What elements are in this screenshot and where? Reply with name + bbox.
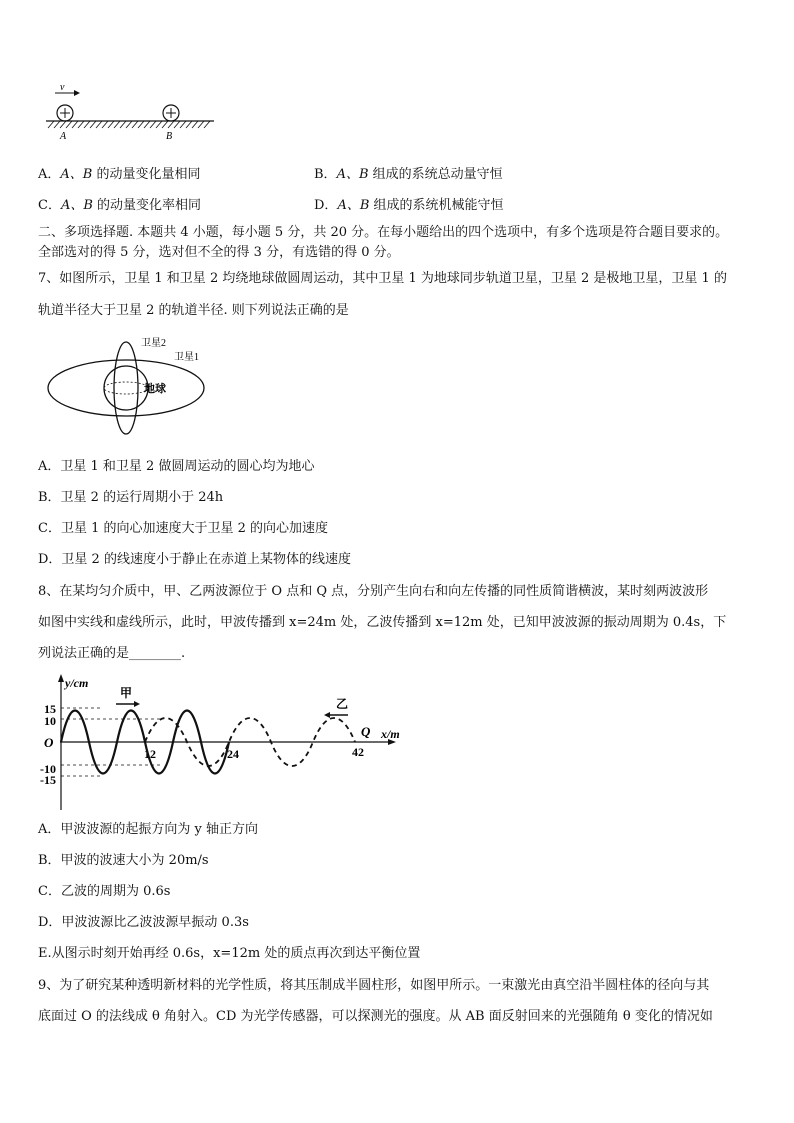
q8-option-e: E.从图示时刻开始再经 0.6s，x=12m 处的质点再次到达平衡位置	[38, 946, 421, 961]
origin-label: O	[44, 735, 54, 750]
section-instructions-cont: 全部选对的得 5 分，选对但不全的得 3 分，有选错的得 0 分。	[38, 245, 400, 260]
y-tick-10: 10	[44, 714, 56, 728]
q7-option-d: D．卫星 2 的线速度小于静止在赤道上某物体的线速度	[38, 552, 351, 567]
earth	[104, 366, 148, 410]
wave-b-label: 乙	[336, 697, 349, 711]
q6-option-c: C．A、B 的动量变化率相同	[38, 198, 202, 213]
q8-stem-cont2: 列说法正确的是________.	[38, 646, 186, 661]
y-axis-label: y/cm	[65, 676, 89, 690]
y-tick-15: 15	[44, 702, 56, 716]
q8-stem: 8、在某均匀介质中，甲、乙两波源位于 O 点和 Q 点，分别产生向右和向左传播的同性质简谐横波，某时刻两波波形	[38, 584, 709, 599]
q6-option-d: D．A、B 组成的系统机械能守恒	[314, 198, 504, 213]
velocity-label: v	[60, 82, 65, 93]
y-tick-neg15: -15	[40, 773, 56, 787]
x-tick-42: 42	[352, 745, 364, 759]
section-instructions: 二、多项选择题. 本题共 4 小题，每小题 5 分，共 20 分。在每小题给出的四个选项中，有多个选项是符合题目要求的。	[38, 225, 729, 240]
label-a: A	[60, 131, 67, 142]
x-tick-24: 24	[227, 747, 239, 761]
satellite-orbit-figure	[44, 330, 224, 440]
collision-figure	[40, 80, 220, 142]
y-tick-neg10: -10	[40, 762, 56, 776]
q9-stem: 9、为了研究某种透明新材料的光学性质，将其压制成半圆柱形，如图甲所示。一束激光由真空沿半圆柱体的径向与其	[38, 978, 710, 993]
wave-figure	[30, 670, 410, 812]
earth-label: 地球	[144, 383, 166, 395]
q6-option-a: A．A、B 的动量变化量相同	[38, 167, 201, 182]
q7-option-c: C．卫星 1 的向心加速度大于卫星 2 的向心加速度	[38, 521, 329, 536]
wave-a-label: 甲	[120, 686, 133, 700]
q7-stem: 7、如图所示，卫星 1 和卫星 2 均绕地球做圆周运动，其中卫星 1 为地球同步轨道卫星，卫星 2 是极地卫星，卫星 1 的	[38, 271, 727, 286]
q7-stem-cont: 轨道半径大于卫星 2 的轨道半径. 则下列说法正确的是	[38, 303, 349, 318]
q7-option-a: A．卫星 1 和卫星 2 做圆周运动的圆心均为地心	[38, 459, 315, 474]
equatorial-orbit	[48, 360, 204, 416]
q8-option-b: B．甲波的波速大小为 20m/s	[38, 853, 209, 868]
satellite-1-label: 卫星1	[174, 352, 199, 363]
q8-stem-cont: 如图中实线和虚线所示，此时，甲波传播到 x=24m 处，乙波传播到 x=12m 处，已知甲波波源的振动周期为 0.4s，下	[38, 615, 727, 630]
polar-orbit	[114, 342, 138, 434]
label-b: B	[166, 131, 173, 142]
q8-option-c: C．乙波的周期为 0.6s	[38, 884, 171, 899]
q8-option-d: D．甲波波源比乙波波源早振动 0.3s	[38, 915, 249, 930]
x-tick-12: 12	[144, 747, 156, 761]
q7-option-b: B．卫星 2 的运行周期小于 24h	[38, 490, 224, 505]
satellite-2-label: 卫星2	[141, 338, 166, 349]
q6-option-b: B．A、B 组成的系统总动量守恒	[314, 167, 503, 182]
q9-stem-cont: 底面过 O 的法线成 θ 角射入。CD 为光学传感器，可以探测光的强度。从 AB 面反射回来的光强随角 θ 变化的情况如	[38, 1009, 713, 1024]
x-axis-label: x/m	[381, 727, 400, 741]
q-label: Q	[361, 724, 371, 739]
q8-option-a: A．甲波波源的起振方向为 y 轴正方向	[38, 822, 258, 837]
